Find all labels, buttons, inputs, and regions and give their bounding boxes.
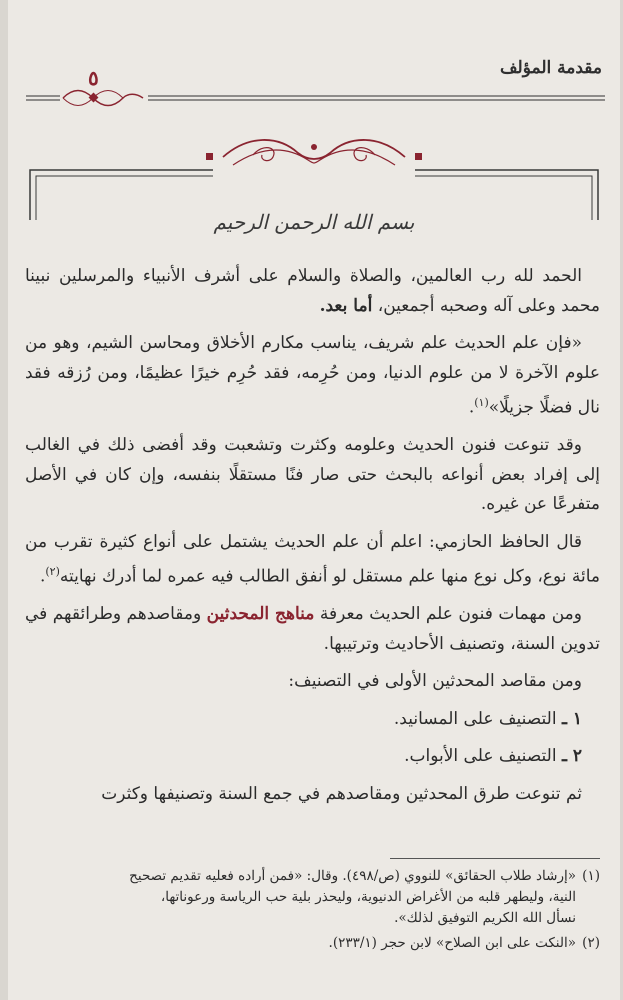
footnote-text: «إرشاد طلاب الحقائق» للنووي (ص/٤٩٨). وقال: «فمن أراده فعليه تقديم تصحيح	[129, 868, 576, 884]
footnote-number: (١)	[582, 868, 600, 884]
paragraph	[25, 600, 600, 659]
footnote-text: نسأل الله الكريم التوفيق لذلك».	[394, 910, 576, 926]
paragraph-text: قال الحافظ الحازمي: اعلم أن علم الحديث يشتمل على أنواع كثيرة تقرب من مائة نوع، وكل نوع منها علم مستقل لو أنفق الطالب فيه عمره لما أدرك نهايته	[25, 531, 600, 587]
paragraph-text: وقد تنوعت فنون الحديث وعلومه وكثرت وتشعبت وقد أفضى ذلك في الغالب إلى إفراد بعض أنواعه بالبحث حتى صار فنًا مستقلًا بنفسه، وإن كان في الأصل متفرعًا عن غيره.	[25, 435, 600, 515]
page-header	[8, 58, 620, 108]
footnote-ref[interactable]: (١)	[474, 396, 489, 409]
list-item-text: التصنيف على المسانيد.	[393, 708, 557, 729]
footnote-1	[20, 866, 600, 929]
paragraph-text: ومن مهمات فنون علم الحديث معرفة	[319, 604, 582, 625]
paragraph: «فإن علم الحديث علم شريف، يناسب مكارم الأخلاق ومحاسن الشيم، وهو من علوم الآخرة لا من علوم الدنيا، ومن حُرِمه، فقد حُرِم خيرًا عظيمًا، ومن رُزقه فقد نال فضلًا جزيلًا»$^{(١)}$.	[25, 333, 600, 418]
main-text	[25, 262, 600, 817]
list-item	[25, 742, 600, 772]
list-item	[25, 705, 600, 735]
basmala: بسم الله الرحمن الرحيم	[213, 210, 415, 234]
paragraph-text: ثم تنوعت طرق المحدثين ومقاصدهم في جمع السنة وتصنيفها وكثرت	[101, 783, 582, 804]
paragraph-bold-text: أما بعد.	[319, 295, 373, 316]
list-item-text: التصنيف على الأبواب.	[404, 746, 557, 767]
list-number: ٢ ـ	[561, 746, 582, 767]
paragraph	[25, 780, 600, 810]
paragraph-text: الحمد لله رب العالمين، والصلاة والسلام على أشرف الأنبياء والمرسلين نبينا محمد وعلى آله وصحبه أجمعين،	[25, 266, 600, 316]
paragraph	[25, 667, 600, 697]
quote-text: «فإن علم الحديث علم شريف، يناسب مكارم الأخلاق ومحاسن الشيم، وهو من علوم الآخرة لا من علوم الدنيا، ومن حُرِمه، فقد حُرِم خيرًا عظيمًا، ومن رُزقه فقد نال فضلًا جزيلًا»	[25, 333, 600, 418]
footnote-text: النية، وليطهر قلبه من الأغراض الدنيوية، وليحذر بلية حب الرياسة ورعوناتها،	[160, 889, 576, 905]
paragraph: قال الحافظ الحازمي: اعلم أن علم الحديث يشتمل على أنواع كثيرة تقرب من مائة نوع، وكل نوع منها علم مستقل لو أنفق الطالب فيه عمره لما أدرك نهايته$^{(٢)}$.	[25, 531, 600, 587]
paragraph	[25, 262, 600, 321]
footnotes	[20, 866, 600, 958]
footnote-ref[interactable]: (٢)	[45, 565, 60, 579]
page-number: ٥	[88, 66, 99, 90]
paragraph	[25, 431, 600, 520]
highlighted-term: مناهج المحدثين	[206, 604, 315, 625]
footnote-text: «النكت على ابن الصلاح» لابن حجر (٢٣٣/١).	[328, 935, 576, 951]
paragraph-text: ومقاصدهم وطرائقهم في تدوين السنة، وتصنيف الأحاديث وترتيبها.	[25, 604, 600, 654]
running-title: مقدمة المؤلف	[499, 58, 602, 78]
list-number: ١ ـ	[561, 708, 582, 729]
footnote-2	[20, 933, 600, 954]
footnote-number: (٢)	[582, 935, 600, 951]
footnote-divider	[390, 858, 600, 859]
paragraph-text: ومن مقاصد المحدثين الأولى في التصنيف:	[288, 671, 582, 692]
book-page	[8, 0, 620, 1000]
